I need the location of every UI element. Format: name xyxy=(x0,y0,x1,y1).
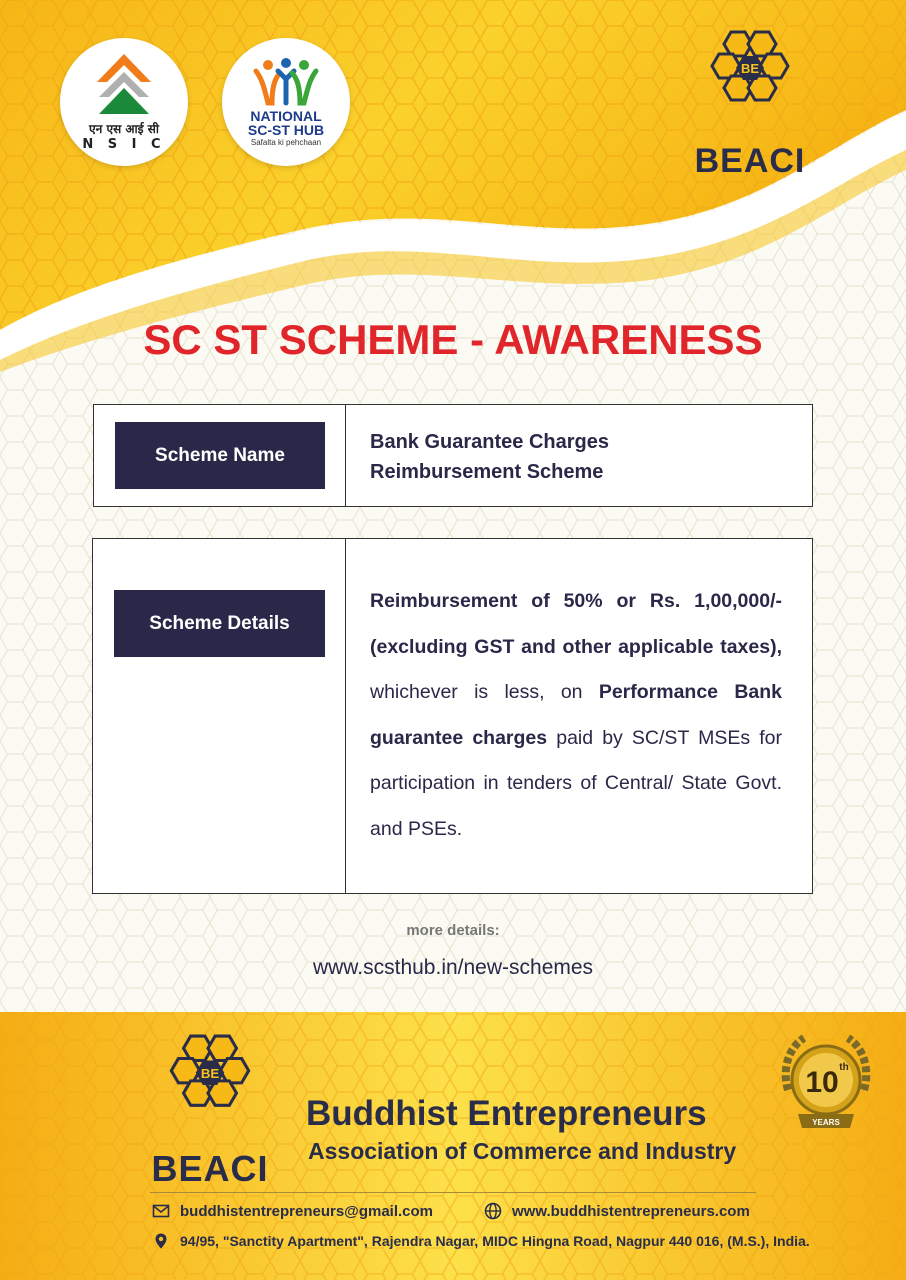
page-title: SC ST SCHEME - AWARENESS xyxy=(143,316,763,363)
beaci-logo-top xyxy=(690,28,810,181)
contact-address xyxy=(152,1232,810,1250)
scheme-details-box xyxy=(92,538,813,894)
more-details-link[interactable]: www.scsthub.in/new-schemes xyxy=(312,956,594,979)
footer-divider xyxy=(150,1192,756,1193)
scheme-name-line1: Bank Guarantee Charges xyxy=(370,431,609,453)
beaci-wordmark: BEACI xyxy=(694,142,806,180)
website-text[interactable]: www.buddhistentrepreneurs.com xyxy=(512,1202,750,1220)
scheme-details-text xyxy=(370,579,782,852)
column-divider xyxy=(345,405,346,506)
scst-line1: NATIONAL xyxy=(250,108,322,124)
scheme-name-line2: Reimbursement Scheme xyxy=(370,461,604,483)
org-subtitle: Association of Commerce and Industry xyxy=(308,1138,737,1164)
details-text-4: paid by SC/ST MSEs for participation in tenders of Central/ State Govt. and PSEs. xyxy=(370,726,782,840)
location-pin-icon xyxy=(152,1232,170,1250)
nsic-text: N S I C xyxy=(82,137,166,152)
medal-ribbon: YEARS xyxy=(812,1118,840,1127)
globe-icon xyxy=(484,1202,502,1220)
footer xyxy=(0,1012,906,1280)
beaci-hexagon-icon xyxy=(695,28,805,138)
medal-number: 10 xyxy=(805,1066,839,1099)
details-bold-3: Performance Bank guarantee charges xyxy=(370,681,783,749)
ten-years-medal-icon xyxy=(778,1030,874,1140)
header xyxy=(0,0,906,360)
address-text: 94/95, "Sanctity Apartment", Rajendra Nagar, MIDC Hingna Road, Nagpur 440 016, (M.S.), India. xyxy=(180,1233,810,1249)
contact-website[interactable] xyxy=(484,1202,750,1220)
svg-text:BE: BE xyxy=(740,61,760,76)
scst-hub-logo xyxy=(222,38,350,166)
more-details-label: more details: xyxy=(406,922,500,939)
contact-email[interactable] xyxy=(152,1202,433,1220)
scheme-name-box xyxy=(93,404,813,507)
nsic-hindi-text: एन एस आई सी xyxy=(89,122,159,136)
details-bold-1: Reimbursement of 50% or Rs. 1,00,000/- (excluding GST and other applicable taxes), xyxy=(370,590,782,658)
email-text[interactable]: buddhistentrepreneurs@gmail.com xyxy=(180,1202,434,1220)
people-emblem-icon xyxy=(246,57,326,109)
details-text-2: whichever is less, on xyxy=(370,681,599,703)
scst-line2: SC-ST HUB xyxy=(247,122,325,138)
medal-sup: th xyxy=(839,1062,849,1073)
scst-tagline: Safalta ki pehchaan xyxy=(250,138,322,147)
nsic-logo xyxy=(60,38,188,166)
scheme-name-label: Scheme Name xyxy=(115,422,325,489)
beaci-wordmark: BEACI xyxy=(151,1148,269,1189)
scheme-name-value xyxy=(370,427,790,487)
beaci-hexagon-icon xyxy=(154,1032,266,1144)
beaci-cell-text: BE xyxy=(200,1065,220,1081)
scheme-details-label: Scheme Details xyxy=(114,590,325,657)
nsic-emblem-icon xyxy=(89,52,159,116)
beaci-logo-footer xyxy=(150,1032,270,1190)
mail-icon xyxy=(152,1202,170,1220)
org-name: Buddhist Entrepreneurs xyxy=(306,1094,707,1133)
column-divider xyxy=(345,539,346,893)
